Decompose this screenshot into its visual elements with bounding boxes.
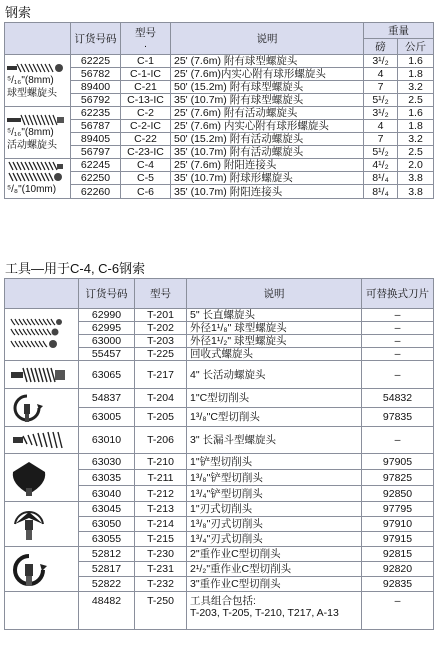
tools-table — [4, 278, 434, 630]
desc-cell: 4" 长活动螺旋头 — [187, 361, 362, 389]
model-cell: T-201 — [135, 309, 187, 322]
part-no-cell: 48482 — [79, 592, 135, 630]
part-no-cell: 62260 — [71, 185, 121, 199]
group-caption-type: 球型螺旋头 — [7, 87, 57, 99]
desc-cell: 外径1¹/₈" 球型螺旋头 — [187, 322, 362, 335]
model-cell: T-205 — [135, 408, 187, 427]
desc-cell: 1³/₄"刃式切削头 — [187, 532, 362, 547]
part-no-cell: 56782 — [71, 68, 121, 81]
header-blade: 可替换式刀片 — [362, 279, 434, 309]
header-kg: 公斤 — [398, 39, 434, 55]
model-cell: T-217 — [135, 361, 187, 389]
table-row — [5, 107, 434, 120]
kg-cell: 3.8 — [398, 185, 434, 199]
table-row — [5, 55, 434, 68]
blade-cell: – — [362, 361, 434, 389]
heavy-c-cutter-icon — [7, 550, 51, 588]
part-no-cell: 63000 — [79, 335, 135, 348]
blade-cell: 54832 — [362, 389, 434, 408]
lb-cell: 8¹/₄ — [364, 172, 398, 185]
part-no-cell: 89400 — [71, 81, 121, 94]
desc-cell: 外径1¹/₂" 球型螺旋头 — [187, 335, 362, 348]
table-row — [5, 389, 434, 408]
tool-image-cell — [5, 547, 79, 592]
model-cell: C-21 — [121, 81, 171, 94]
lb-cell: 3¹/₂ — [364, 55, 398, 68]
part-no-cell: 56787 — [71, 120, 121, 133]
kg-cell: 1.8 — [398, 120, 434, 133]
header-part-no: 订货号码 — [79, 279, 135, 309]
model-cell: T-203 — [135, 335, 187, 348]
part-no-cell: 62990 — [79, 309, 135, 322]
model-cell: C-1-IC — [121, 68, 171, 81]
blade-cell: 92835 — [362, 577, 434, 592]
model-cell: C-22 — [121, 133, 171, 146]
model-cell: C-1 — [121, 55, 171, 68]
desc-cell: 1³/₈"铲型切削头 — [187, 470, 362, 486]
table-row — [5, 502, 434, 517]
part-no-cell: 56792 — [71, 94, 121, 107]
flexible-auger-cable-icon — [7, 114, 65, 126]
tool-image-cell — [5, 592, 79, 630]
funnel-auger-icon — [7, 431, 71, 449]
desc-cell: 5" 长直螺旋头 — [187, 309, 362, 322]
model-cell: T-232 — [135, 577, 187, 592]
blade-cell: 92815 — [362, 547, 434, 562]
model-cell: T-250 — [135, 592, 187, 630]
header-desc: 说明 — [171, 23, 364, 55]
kg-cell: 3.2 — [398, 81, 434, 94]
model-cell: T-214 — [135, 517, 187, 532]
kg-cell: 2.0 — [398, 159, 434, 172]
large-cable-cell — [5, 159, 71, 199]
c-cutter-icon — [7, 392, 47, 424]
large-cable-icon — [7, 161, 65, 183]
kit-title: 工具组合包括: — [190, 595, 256, 607]
spade-cutter-icon — [7, 458, 51, 498]
model-cell: T-206 — [135, 427, 187, 454]
part-no-cell: 62995 — [79, 322, 135, 335]
desc-cell: 25' (7.6m) 附有球型螺旋头 — [171, 55, 364, 68]
tool-image-cell — [5, 502, 79, 547]
group-caption-type: 活动螺旋头 — [7, 139, 57, 151]
section-title-cables: 钢索 — [5, 5, 32, 20]
group-caption-size: ⁵/₁₆"(8mm) — [7, 74, 54, 86]
desc-cell: 回收式螺旋头 — [187, 348, 362, 361]
corner-cell — [5, 23, 71, 55]
desc-cell: 1"刃式切削头 — [187, 502, 362, 517]
lb-cell: 7 — [364, 81, 398, 94]
model-cell: T-210 — [135, 454, 187, 470]
kg-cell: 3.8 — [398, 172, 434, 185]
part-no-cell: 52817 — [79, 562, 135, 577]
model-cell: T-204 — [135, 389, 187, 408]
ball-auger-cable-cell — [5, 55, 71, 107]
part-no-cell: 62225 — [71, 55, 121, 68]
section-title-tools: 工具—用于C-4, C-6钢索 — [5, 261, 146, 276]
model-cell: T-211 — [135, 470, 187, 486]
model-cell: C-5 — [121, 172, 171, 185]
desc-cell: 1"铲型切削头 — [187, 454, 362, 470]
tool-image-cell — [5, 389, 79, 427]
part-no-cell: 52812 — [79, 547, 135, 562]
kg-cell: 1.8 — [398, 68, 434, 81]
part-no-cell: 62235 — [71, 107, 121, 120]
desc-cell: 1³/₈"C型切削头 — [187, 408, 362, 427]
lb-cell: 5¹/₂ — [364, 94, 398, 107]
blade-cutter-icon — [7, 506, 51, 542]
flexible-auger-icon — [7, 365, 71, 385]
kg-cell: 2.5 — [398, 94, 434, 107]
part-no-cell: 63065 — [79, 361, 135, 389]
part-no-cell: 63035 — [79, 470, 135, 486]
header-lb: 磅 — [364, 39, 398, 55]
model-cell: T-213 — [135, 502, 187, 517]
blade-cell: – — [362, 348, 434, 361]
model-cell: C-2 — [121, 107, 171, 120]
desc-cell: 3" 长漏斗型螺旋头 — [187, 427, 362, 454]
table-row — [5, 454, 434, 470]
blade-cell: – — [362, 427, 434, 454]
desc-cell: 50' (15.2m) 附有活动螺旋头 — [171, 133, 364, 146]
model-cell: T-230 — [135, 547, 187, 562]
desc-cell: 1³/₈"刃式切削头 — [187, 517, 362, 532]
model-cell: T-215 — [135, 532, 187, 547]
blade-cell: 97910 — [362, 517, 434, 532]
kg-cell: 1.6 — [398, 107, 434, 120]
header-desc: 说明 — [187, 279, 362, 309]
desc-cell: 1"C型切削头 — [187, 389, 362, 408]
desc-cell: 3"重作业C型切削头 — [187, 577, 362, 592]
part-no-cell: 63005 — [79, 408, 135, 427]
blade-cell: 92850 — [362, 486, 434, 502]
blade-cell: 97915 — [362, 532, 434, 547]
lb-cell: 4 — [364, 68, 398, 81]
model-cell: T-225 — [135, 348, 187, 361]
desc-cell: 1³/₄"铲型切削头 — [187, 486, 362, 502]
desc-cell: 50' (15.2m) 附有球型螺旋头 — [171, 81, 364, 94]
desc-cell: 35' (10.7m) 附有活动螺旋头 — [171, 146, 364, 159]
lb-cell: 4 — [364, 120, 398, 133]
desc-cell: 25' (7.6m) 附有活动螺旋头 — [171, 107, 364, 120]
blade-cell: – — [362, 309, 434, 322]
model-cell: C-6 — [121, 185, 171, 199]
header-part-no: 订货号码 — [71, 23, 121, 55]
model-cell: T-212 — [135, 486, 187, 502]
desc-cell: 2"重作业C型切削头 — [187, 547, 362, 562]
model-cell: C-2-IC — [121, 120, 171, 133]
part-no-cell: 56797 — [71, 146, 121, 159]
desc-cell: 25' (7.6m) 附阳连接头 — [171, 159, 364, 172]
corner-cell — [5, 279, 79, 309]
lb-cell: 5¹/₂ — [364, 146, 398, 159]
table-row — [5, 361, 434, 389]
spiral-augers-icon — [7, 315, 71, 355]
lb-cell: 4¹/₂ — [364, 159, 398, 172]
part-no-cell: 62245 — [71, 159, 121, 172]
part-no-cell: 54837 — [79, 389, 135, 408]
table-row — [5, 547, 434, 562]
table-row — [5, 427, 434, 454]
part-no-cell: 52822 — [79, 577, 135, 592]
tool-image-cell — [5, 454, 79, 502]
model-cell: C-23-IC — [121, 146, 171, 159]
part-no-cell: 63055 — [79, 532, 135, 547]
tool-image-cell — [5, 361, 79, 389]
blade-cell: – — [362, 322, 434, 335]
kg-cell: 1.6 — [398, 55, 434, 68]
model-cell: C-13-IC — [121, 94, 171, 107]
desc-cell: 25' (7.6m)内实心附有球形螺旋头 — [171, 68, 364, 81]
flex-auger-cable-cell — [5, 107, 71, 159]
blade-cell: 92820 — [362, 562, 434, 577]
part-no-cell: 89405 — [71, 133, 121, 146]
blade-cell: – — [362, 592, 434, 630]
desc-cell: 25' (7.6m) 内实心附有球形螺旋头 — [171, 120, 364, 133]
blade-cell: – — [362, 335, 434, 348]
blade-cell: 97795 — [362, 502, 434, 517]
group-caption-size: ⁵/₁₆"(8mm) — [7, 126, 54, 138]
desc-cell: 35' (10.7m) 附球形螺旋头 — [171, 172, 364, 185]
cables-table — [4, 22, 434, 199]
desc-cell: 35' (10.7m) 附阳连接头 — [171, 185, 364, 199]
kit-contents: T-203, T-205, T-210, T217, A-13 — [190, 607, 339, 619]
desc-cell: 2¹/₂"重作业C型切削头 — [187, 562, 362, 577]
desc-cell — [187, 592, 362, 630]
lb-cell: 3¹/₂ — [364, 107, 398, 120]
model-cell: C-4 — [121, 159, 171, 172]
ball-auger-cable-icon — [7, 62, 65, 74]
tool-image-cell — [5, 427, 79, 454]
table-row — [5, 309, 434, 322]
model-cell: T-231 — [135, 562, 187, 577]
blade-cell: 97825 — [362, 470, 434, 486]
part-no-cell: 63045 — [79, 502, 135, 517]
header-weight: 重量 — [364, 23, 434, 39]
header-model: 型号 · — [121, 23, 171, 55]
blade-cell: 97905 — [362, 454, 434, 470]
part-no-cell: 63040 — [79, 486, 135, 502]
kg-cell: 3.2 — [398, 133, 434, 146]
header-model: 型号 — [135, 279, 187, 309]
lb-cell: 8¹/₄ — [364, 185, 398, 199]
blade-cell: 97835 — [362, 408, 434, 427]
group-caption-size: ⁵/₈"(10mm) — [7, 184, 57, 195]
tool-image-cell — [5, 309, 79, 361]
desc-cell: 35' (10.7m) 附有球型螺旋头 — [171, 94, 364, 107]
part-no-cell: 63030 — [79, 454, 135, 470]
part-no-cell: 63050 — [79, 517, 135, 532]
part-no-cell: 63010 — [79, 427, 135, 454]
kg-cell: 2.5 — [398, 146, 434, 159]
part-no-cell: 55457 — [79, 348, 135, 361]
part-no-cell: 62250 — [71, 172, 121, 185]
lb-cell: 7 — [364, 133, 398, 146]
table-row — [5, 159, 434, 172]
table-row — [5, 592, 434, 630]
model-cell: T-202 — [135, 322, 187, 335]
